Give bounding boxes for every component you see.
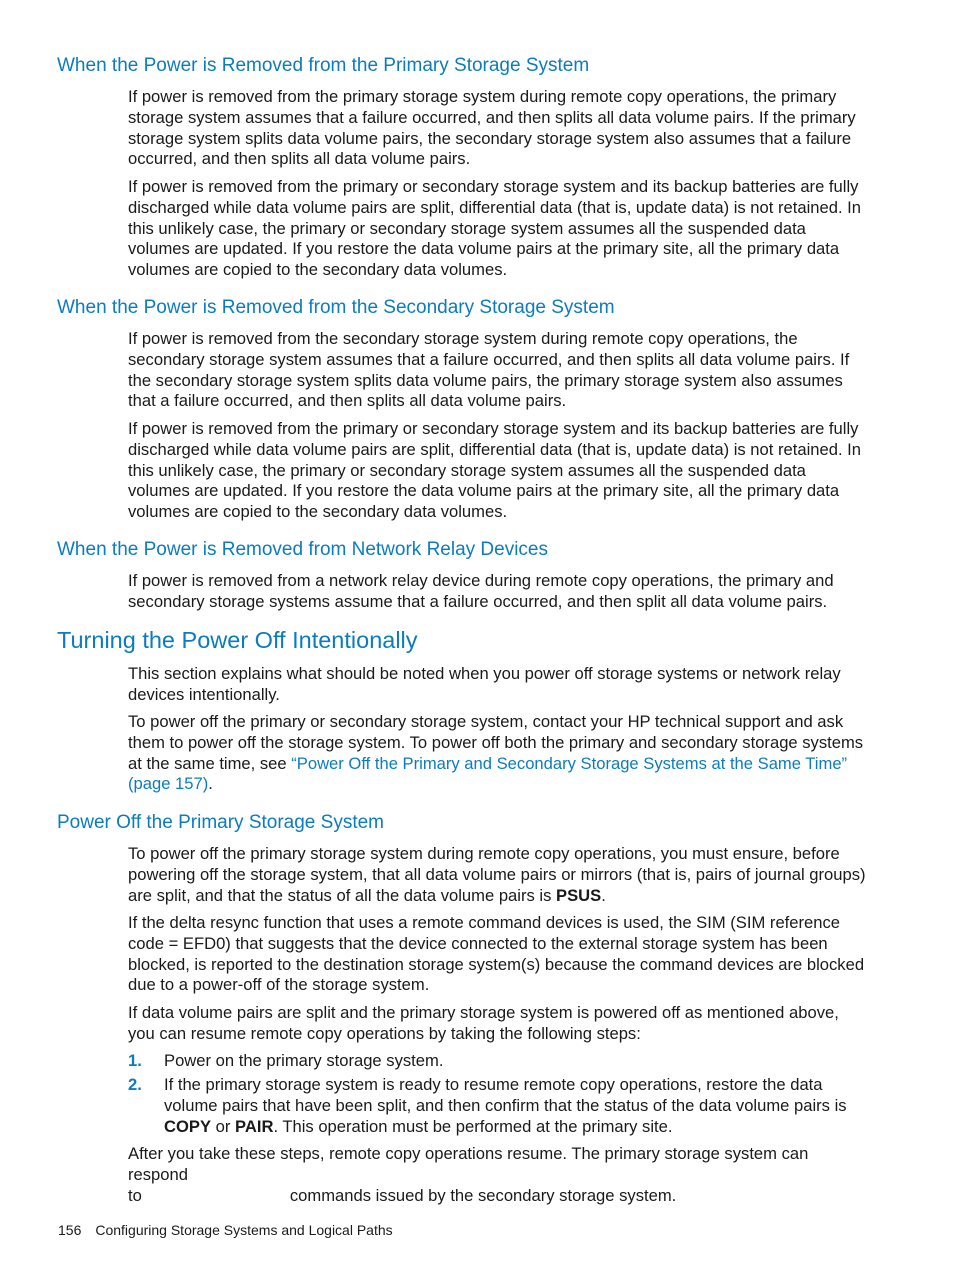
step-text	[164, 1075, 868, 1137]
page-number: 156	[58, 1222, 82, 1238]
heading-turning-power-off: Turning the Power Off Intentionally	[57, 627, 418, 653]
paragraph-turning-2-text: To power off the primary or secondary storage system, contact your HP technical support and ask them to power off the storage system. To power off both the primary and secondary storage systems at the same time, see	[128, 712, 864, 773]
paragraph-poweroff-1-end: .	[601, 885, 606, 905]
status-copy: COPY	[164, 1116, 212, 1136]
step-number: 2.	[128, 1075, 142, 1094]
heading-power-off-primary: Power Off the Primary Storage System	[57, 812, 384, 833]
paragraph-relay-1: If power is removed from a network relay device during remote copy operations, the primary and secondary storage systems assume that a failure occurred, and then split all data volume pairs.	[128, 571, 834, 611]
heading-network-relay: When the Power is Removed from Network Relay Devices	[57, 539, 549, 560]
paragraph-poweroff-4-to: to	[128, 1185, 142, 1205]
page-footer	[58, 1222, 393, 1238]
paragraph-poweroff-4-line1: After you take these steps, remote copy operations resume. The primary storage system can respond	[128, 1144, 809, 1184]
heading-secondary-power-removed: When the Power is Removed from the Secondary Storage System	[57, 297, 615, 318]
paragraph-turning-2-end: .	[208, 774, 213, 794]
step-2-end: . This operation must be performed at the primary site.	[273, 1116, 673, 1136]
paragraph-poweroff-3: If data volume pairs are split and the primary storage system is powered off as mentioned above, you can resume remote copy operations by taking the following steps:	[128, 1003, 839, 1043]
paragraph-secondary-1: If power is removed from the secondary storage system during remote copy operations, the secondary storage system assumes that a failure occurred, and then splits all data volume pairs. If the secondary storage system splits data volume pairs, the primary storage system also assumes that a failure occurred, and then splits all data volume pairs.	[128, 329, 850, 411]
step-2-text: If the primary storage system is ready to resume remote copy operations, restore the data volume pairs that have been split, and then confirm that the status of the data volume pairs is	[164, 1075, 847, 1115]
paragraph-poweroff-4	[128, 1144, 868, 1206]
cross-reference-link[interactable]: “Power Off the Primary and Secondary Storage Systems at the Same Time” (page 157)	[128, 753, 848, 794]
step-2-or: or	[211, 1116, 236, 1136]
paragraph-primary-2: If power is removed from the primary or secondary storage system and its backup batteries are fully discharged while data volume pairs are split, differential data (that is, update data) is not retained. In this unlikely case, the primary or secondary storage system assumes all the suspended data volumes are updated. If you restore the data volume pairs at the primary site, all the primary data volumes are copied to the secondary data volumes.	[128, 177, 862, 280]
paragraph-turning-1: This section explains what should be noted when you power off storage systems or network relay devices intentionally.	[128, 664, 841, 704]
status-pair: PAIR	[235, 1116, 274, 1136]
step-text: Power on the primary storage system.	[164, 1051, 444, 1070]
paragraph-poweroff-1	[128, 844, 868, 906]
paragraph-poweroff-1-text: To power off the primary storage system during remote copy operations, you must ensure, before powering off the storage system, that all data volume pairs or mirrors (that is, pairs of journal groups) are split, and that the status of all the data volume pairs is	[128, 844, 866, 905]
paragraph-primary-1: If power is removed from the primary storage system during remote copy operations, the primary storage system assumes that a failure occurred, and then splits all data volume pairs. If the primary storage system splits data volume pairs, the secondary storage system also assumes that a failure occurred, and then splits all data volume pairs.	[128, 87, 856, 169]
paragraph-secondary-2: If power is removed from the primary or secondary storage system and its backup batteries are fully discharged while data volume pairs are split, differential data (that is, update data) is not retained. In this unlikely case, the primary or secondary storage system assumes all the suspended data volumes are updated. If you restore the data volume pairs at the primary site, all the primary data volumes are copied to the secondary data volumes.	[128, 419, 862, 522]
footer-chapter-title: Configuring Storage Systems and Logical Paths	[95, 1222, 393, 1238]
status-psus: PSUS	[556, 885, 602, 905]
paragraph-turning-2	[128, 712, 868, 795]
step-number: 1.	[128, 1051, 142, 1070]
heading-primary-power-removed: When the Power is Removed from the Primary Storage System	[57, 55, 590, 76]
paragraph-poweroff-4-line2: commands issued by the secondary storage system.	[289, 1185, 677, 1205]
paragraph-poweroff-2: If the delta resync function that uses a remote command devices is used, the SIM (SIM reference code = EFD0) that suggests that the device connected to the external storage system has been blocked, is reported to the destination storage system(s) because the command devices are blocked due to a power-off of the storage system.	[128, 913, 865, 995]
